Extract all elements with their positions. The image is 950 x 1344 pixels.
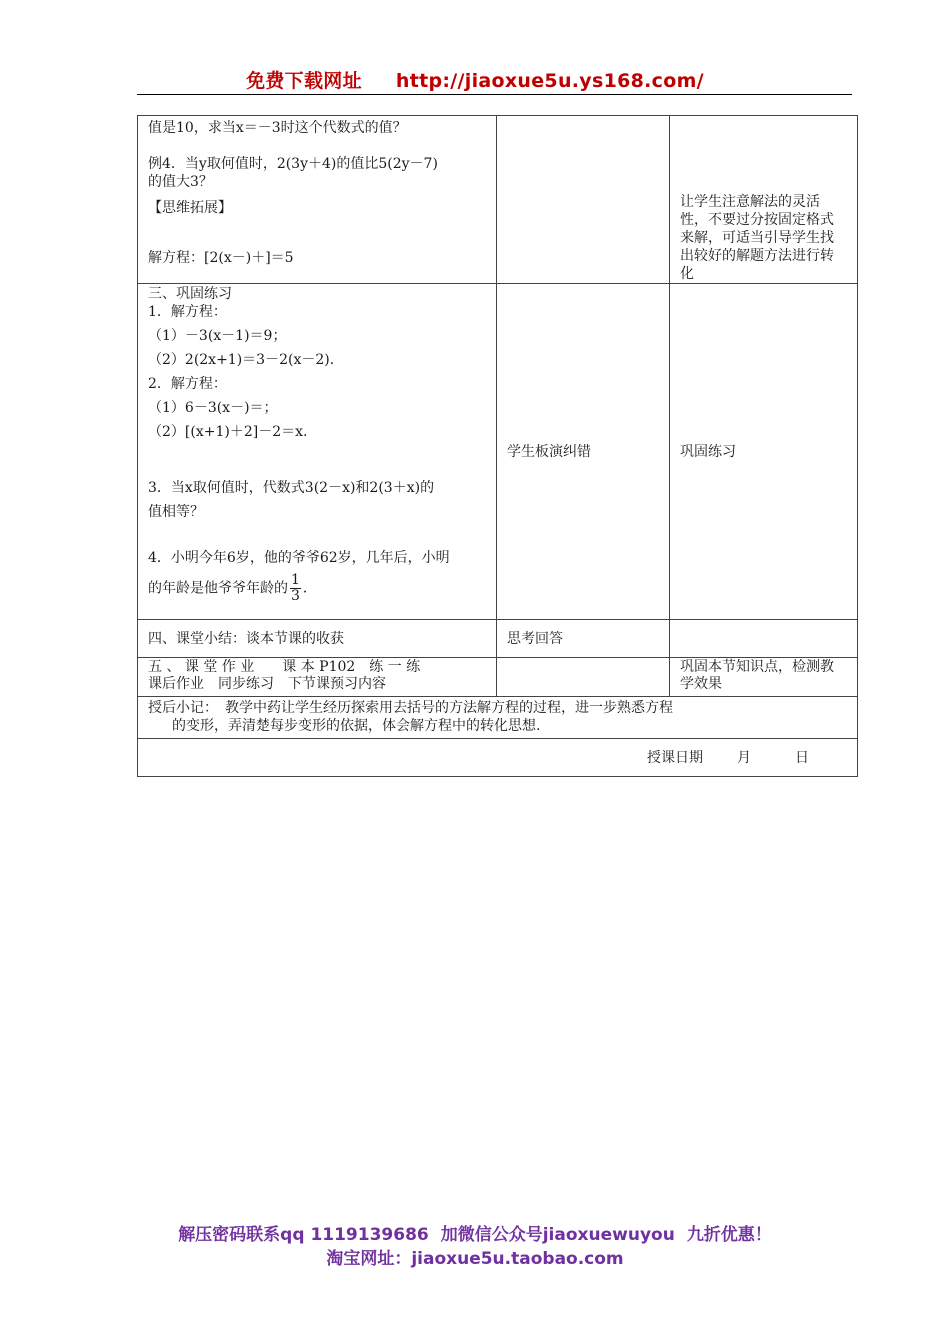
- header-divider: [137, 94, 852, 95]
- footer-contact: [0, 1220, 950, 1245]
- design-intent-cell: [670, 620, 858, 658]
- footer-taobao[interactable]: [0, 1244, 950, 1269]
- table-row-reflection: [138, 697, 858, 739]
- lesson-plan-table: [137, 115, 858, 777]
- homework-line2: 课后作业 同步练习 下节课预习内容: [148, 676, 386, 692]
- table-row-example4: [138, 116, 858, 284]
- footer-discount: 九折优惠！: [686, 1225, 772, 1245]
- student-activity-cell: [497, 620, 670, 658]
- table-row-practice: [138, 284, 858, 620]
- content-cell: [138, 620, 497, 658]
- table-row-date: [138, 739, 858, 777]
- design-intent-cell: [670, 284, 858, 620]
- student-activity-cell: [497, 658, 670, 697]
- date-month: 月: [737, 749, 751, 766]
- content-cell: [138, 284, 497, 620]
- student-activity-text: 学生板演纠错: [507, 443, 591, 460]
- content-cell: [138, 116, 497, 284]
- student-activity-cell: [497, 116, 670, 284]
- page-header: [0, 66, 950, 93]
- homework-line1: 五 、 课 堂 作 业 课 本 P102 练 一 练: [148, 659, 421, 675]
- date-cell: [138, 739, 858, 777]
- question-4-line2: 的年龄是他爷爷年龄的 $\frac{1}{3}$ ．: [148, 572, 317, 604]
- question-3-line1: 3．当x取何值时，代数式3(2－x)和2(3＋x)的: [148, 480, 435, 496]
- date-label: 授课日期: [647, 749, 703, 766]
- teaching-date: [148, 749, 809, 767]
- table-row-homework: [138, 658, 858, 697]
- table-row-summary: [138, 620, 858, 658]
- design-intent-text: 巩固练习: [680, 443, 736, 460]
- extension-equation: 解方程：[2(x－)＋]＝5: [148, 250, 294, 266]
- extension-title: 【思维拓展】: [148, 200, 232, 216]
- site-name: 免费下载网址: [246, 70, 362, 92]
- summary-text: 四、课堂小结：谈本节课的收获: [148, 630, 344, 647]
- question-4-line1: 4．小明今年6岁，他的爷爷62岁，几年后，小明: [148, 550, 450, 566]
- date-day: 日: [795, 749, 809, 766]
- question-2a: （1）6－3(x－)＝；: [148, 400, 278, 416]
- reflection-line2: 的变形，弄清楚每步变形的依据，体会解方程中的转化思想.: [172, 718, 541, 734]
- question-2: 2．解方程：: [148, 376, 227, 392]
- design-intent-cell: [670, 658, 858, 697]
- continuation-text: 值是10，求当x＝－3时这个代数式的值？: [148, 120, 407, 136]
- design-intent-text: 让学生注意解法的灵活性，不要过分按固定格式来解，可适当引导学生找出较好的解题方法进行转化: [680, 194, 834, 282]
- site-url[interactable]: http://jiaoxue5u.ys168.com/: [395, 70, 704, 92]
- example-4-line2: 的值大3？: [148, 174, 213, 190]
- question-1: 1．解方程：: [148, 304, 227, 320]
- question-2b: （2）[(x+1)＋2]－2＝x.: [148, 424, 308, 440]
- footer-qq: 解压密码联系qq 1119139686: [178, 1225, 429, 1245]
- content-cell: [138, 658, 497, 697]
- design-intent-cell: [670, 116, 858, 284]
- student-activity-cell: [497, 284, 670, 620]
- footer-taobao-text[interactable]: 淘宝网址：jiaoxue5u.taobao.com: [326, 1249, 624, 1269]
- question-1a: （1）－3(x－1)＝9；: [148, 328, 287, 344]
- student-activity-text: 思考回答: [507, 630, 563, 647]
- reflection-line1: 授后小记： 教学中药让学生经历探索用去括号的方法解方程的过程，进一步熟悉方程: [148, 700, 673, 716]
- question-4-text: 的年龄是他爷爷年龄的: [148, 580, 288, 597]
- reflection-cell: [138, 697, 858, 739]
- question-1b: （2）2(2x+1)＝3－2(x－2)．: [148, 352, 344, 368]
- design-intent-text: 巩固本节知识点，检测教学效果: [680, 659, 834, 692]
- footer-wechat: 加微信公众号jiaoxuewuyou: [440, 1225, 675, 1245]
- fraction-one-third: $\frac{1}{3}$: [291, 572, 300, 604]
- section-practice-title: 三、巩固练习: [148, 286, 232, 302]
- question-3-line2: 值相等？: [148, 504, 204, 520]
- example-4-line1: 例4．当y取何值时，2(3y＋4)的值比5(2y－7): [148, 156, 438, 172]
